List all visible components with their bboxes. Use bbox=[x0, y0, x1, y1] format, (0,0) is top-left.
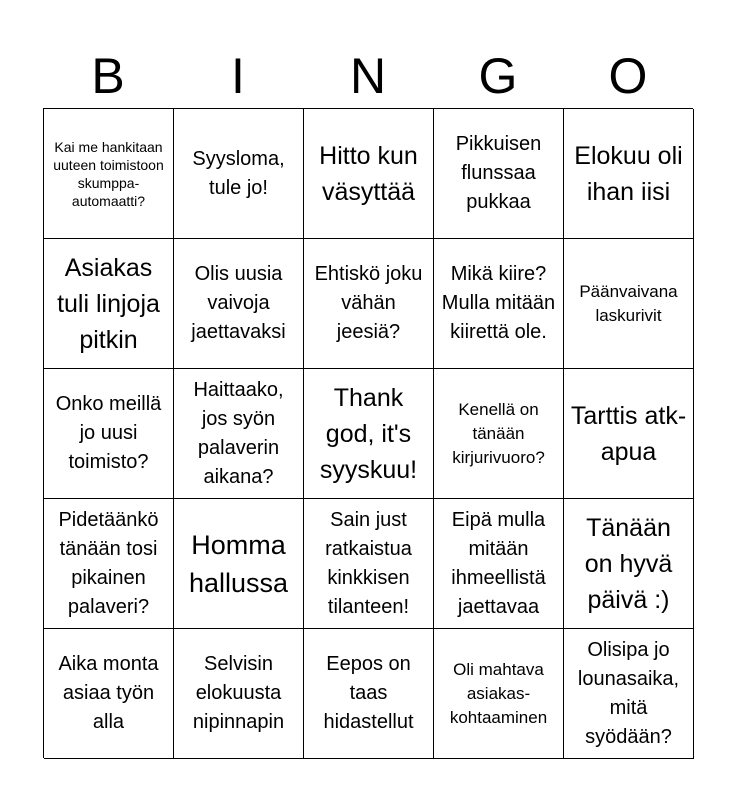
header-letter-b: B bbox=[91, 48, 125, 104]
cell-text: Olisipa jo lounasaika, mitä syödään? bbox=[577, 638, 680, 748]
bingo-cell[interactable] bbox=[564, 239, 694, 369]
cell-text: Selvisin elokuusta nipinnapin bbox=[192, 653, 285, 733]
bingo-cell[interactable] bbox=[44, 369, 174, 499]
cell-text: Thank god, it's syyskuu! bbox=[319, 383, 418, 484]
header-letter-n: N bbox=[349, 48, 387, 104]
bingo-cell[interactable] bbox=[174, 369, 304, 499]
cell-text: Päänvaivana laskurivit bbox=[579, 281, 678, 325]
bingo-header bbox=[43, 44, 693, 108]
bingo-cell[interactable] bbox=[44, 239, 174, 369]
bingo-cell[interactable] bbox=[434, 239, 564, 369]
cell-text: Haittaako, jos syön palaverin aikana? bbox=[193, 378, 284, 488]
bingo-cell[interactable] bbox=[564, 499, 694, 629]
bingo-board bbox=[43, 108, 693, 758]
bingo-cell[interactable] bbox=[434, 369, 564, 499]
cell-text: Tänään on hyvä päivä :) bbox=[584, 513, 673, 614]
cell-text: Sain just ratkaistua kinkkisen tilanteen! bbox=[325, 508, 412, 618]
bingo-cell[interactable] bbox=[44, 499, 174, 629]
header-letter-o: O bbox=[608, 48, 648, 104]
bingo-cell[interactable] bbox=[304, 239, 434, 369]
cell-text: Syysloma, tule jo! bbox=[192, 147, 285, 199]
cell-text: Eepos on taas hidastellut bbox=[323, 653, 414, 733]
bingo-cell[interactable] bbox=[174, 239, 304, 369]
header-letter-g: G bbox=[478, 48, 518, 104]
cell-text: Kai me hankitaan uuteen toimistoon skumppa-automaatti? bbox=[53, 138, 164, 209]
cell-text: Eipä mulla mitään ihmeellistä jaettavaa bbox=[451, 508, 546, 618]
bingo-cell[interactable] bbox=[304, 629, 434, 759]
bingo-cell[interactable] bbox=[434, 109, 564, 239]
header-letter-i: I bbox=[231, 48, 245, 104]
cell-text: Hitto kun väsyttää bbox=[319, 141, 418, 206]
cell-text: Olis uusia vaivoja jaettavaksi bbox=[191, 263, 286, 343]
bingo-cell[interactable] bbox=[44, 109, 174, 239]
cell-text: Mikä kiire? Mulla mitään kiirettä ole. bbox=[441, 263, 556, 343]
cell-text: Ehtiskö joku vähän jeesiä? bbox=[314, 263, 423, 343]
bingo-cell[interactable] bbox=[174, 109, 304, 239]
bingo-cell[interactable] bbox=[434, 499, 564, 629]
cell-text: Pidetäänkö tänään tosi pikainen palaveri? bbox=[58, 508, 159, 618]
bingo-cell[interactable] bbox=[304, 109, 434, 239]
cell-text: Elokuu oli ihan iisi bbox=[574, 141, 683, 206]
bingo-cell[interactable] bbox=[44, 629, 174, 759]
bingo-cell[interactable] bbox=[174, 499, 304, 629]
cell-text: Asiakas tuli linjoja pitkin bbox=[57, 253, 160, 354]
bingo-cell[interactable] bbox=[434, 629, 564, 759]
cell-text: Aika monta asiaa työn alla bbox=[58, 653, 159, 733]
bingo-cell[interactable] bbox=[564, 369, 694, 499]
cell-text: Tarttis atk-apua bbox=[570, 401, 687, 466]
bingo-cell[interactable] bbox=[304, 499, 434, 629]
bingo-cell[interactable] bbox=[304, 369, 434, 499]
bingo-cell[interactable] bbox=[564, 109, 694, 239]
cell-text: Oli mahtava asiakas-kohtaaminen bbox=[449, 659, 548, 727]
bingo-cell[interactable] bbox=[564, 629, 694, 759]
cell-text: Onko meillä jo uusi toimisto? bbox=[55, 393, 162, 473]
cell-text: Homma hallussa bbox=[188, 529, 289, 598]
bingo-cell[interactable] bbox=[174, 629, 304, 759]
cell-text: Pikkuisen flunssaa pukkaa bbox=[455, 133, 542, 213]
cell-text: Kenellä on tänään kirjurivuoro? bbox=[452, 399, 545, 467]
